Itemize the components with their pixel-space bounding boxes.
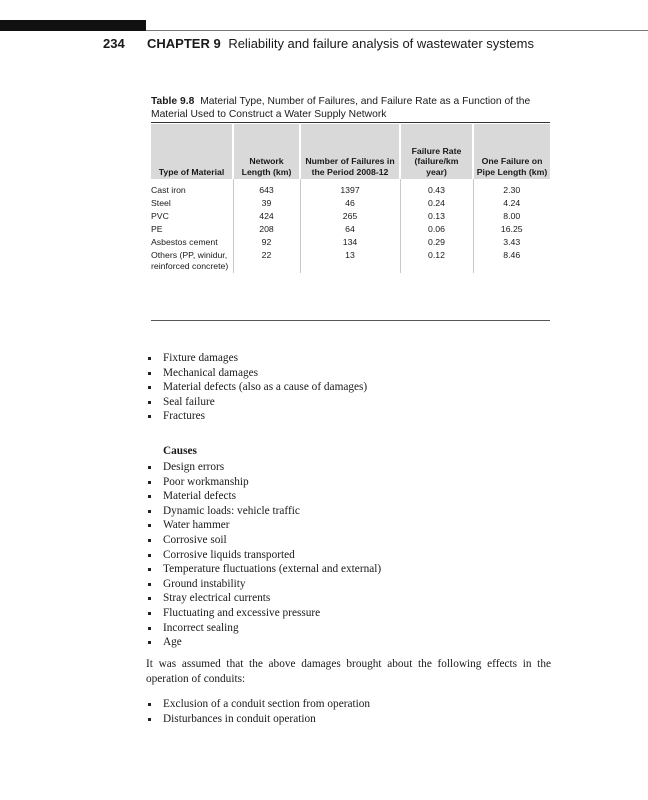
effects-list bbox=[146, 697, 370, 726]
list-item: Fluctuating and excessive pressure bbox=[146, 606, 381, 621]
table-cell: 13 bbox=[300, 249, 400, 273]
table-cell: 3.43 bbox=[503, 237, 521, 247]
damages-list bbox=[146, 351, 367, 424]
list-item: Mechanical damages bbox=[146, 366, 367, 381]
column-header: Network Length (km) bbox=[233, 124, 300, 179]
table-cell: PVC bbox=[151, 210, 233, 223]
table-cell: Others (PP, winidur, reinforced concrete) bbox=[151, 249, 233, 273]
table-bottom-rule bbox=[151, 320, 550, 321]
table-caption-text: Material Type, Number of Failures, and Failure Rate as a Function of the Material Used to Construct a Water Supply Network bbox=[151, 96, 531, 120]
table-caption bbox=[151, 95, 561, 121]
chapter-label: CHAPTER 9 bbox=[147, 36, 221, 51]
causes-list bbox=[146, 460, 381, 650]
table-cell: 64 bbox=[300, 223, 400, 236]
table-cell: Steel bbox=[151, 197, 233, 210]
causes-heading: Causes bbox=[163, 445, 197, 457]
table-cell: Asbestos cement bbox=[151, 236, 233, 249]
table-cell: 0.24 bbox=[400, 197, 473, 210]
running-head bbox=[147, 36, 534, 51]
table-cell: 8.46 bbox=[503, 250, 521, 260]
chapter-title: Reliability and failure analysis of wastewater systems bbox=[228, 36, 534, 51]
table-cell: 92 bbox=[233, 236, 300, 249]
column-header: Type of Material bbox=[151, 124, 233, 179]
table-cell: 2.30 bbox=[503, 185, 521, 195]
table-number: Table 9.8 bbox=[151, 96, 195, 107]
page-number: 234 bbox=[103, 36, 125, 51]
body-paragraph: It was assumed that the above damages brought about the following effects in the operation of conduits: bbox=[146, 658, 551, 685]
table-row bbox=[151, 197, 550, 210]
list-item: Water hammer bbox=[146, 518, 381, 533]
list-item: Exclusion of a conduit section from operation bbox=[146, 697, 370, 712]
list-item: Disturbances in conduit operation bbox=[146, 712, 370, 727]
column-header: One Failure on Pipe Length (km) bbox=[473, 124, 550, 179]
table-row bbox=[151, 223, 550, 236]
table-cell: 22 bbox=[233, 249, 300, 273]
table-cell: 0.13 bbox=[400, 210, 473, 223]
list-item: Corrosive soil bbox=[146, 533, 381, 548]
table-cell: 424 bbox=[233, 210, 300, 223]
table-cell: 643 bbox=[233, 179, 300, 197]
table-header-row bbox=[151, 124, 550, 179]
table-cell: 134 bbox=[300, 236, 400, 249]
list-item: Design errors bbox=[146, 460, 381, 475]
list-item: Material defects (also as a cause of damages) bbox=[146, 380, 367, 395]
table-cell: 265 bbox=[300, 210, 400, 223]
list-item: Temperature fluctuations (external and external) bbox=[146, 562, 381, 577]
column-header: Failure Rate (failure/km year) bbox=[400, 124, 473, 179]
list-item: Fractures bbox=[146, 409, 367, 424]
table-row bbox=[151, 179, 550, 197]
table-row bbox=[151, 249, 550, 273]
table-cell: 46 bbox=[300, 197, 400, 210]
column-header: Number of Failures in the Period 2008-12 bbox=[300, 124, 400, 179]
data-table bbox=[151, 124, 550, 273]
header-bar bbox=[0, 20, 146, 31]
table-row bbox=[151, 236, 550, 249]
list-item: Material defects bbox=[146, 489, 381, 504]
list-item: Poor workmanship bbox=[146, 475, 381, 490]
table-cell: 8.00 bbox=[503, 211, 521, 221]
list-item: Seal failure bbox=[146, 395, 367, 410]
table-cell: 208 bbox=[233, 223, 300, 236]
table-cell: 0.43 bbox=[400, 179, 473, 197]
list-item: Fixture damages bbox=[146, 351, 367, 366]
table-top-rule bbox=[151, 122, 550, 123]
header-rule bbox=[146, 30, 648, 31]
table-row bbox=[151, 210, 550, 223]
list-item: Stray electrical currents bbox=[146, 591, 381, 606]
list-item: Dynamic loads: vehicle traffic bbox=[146, 504, 381, 519]
table-cell: 0.06 bbox=[400, 223, 473, 236]
list-item: Incorrect sealing bbox=[146, 621, 381, 636]
table-cell: 0.29 bbox=[400, 236, 473, 249]
list-item: Age bbox=[146, 635, 381, 650]
table-cell: 16.25 bbox=[500, 224, 523, 234]
list-item: Ground instability bbox=[146, 577, 381, 592]
table-cell: 0.12 bbox=[400, 249, 473, 273]
table-cell: PE bbox=[151, 223, 233, 236]
table-cell: 1397 bbox=[300, 179, 400, 197]
table-cell: 4.24 bbox=[503, 198, 521, 208]
table-cell: 39 bbox=[233, 197, 300, 210]
list-item: Corrosive liquids transported bbox=[146, 548, 381, 563]
table-cell: Cast iron bbox=[151, 179, 233, 197]
